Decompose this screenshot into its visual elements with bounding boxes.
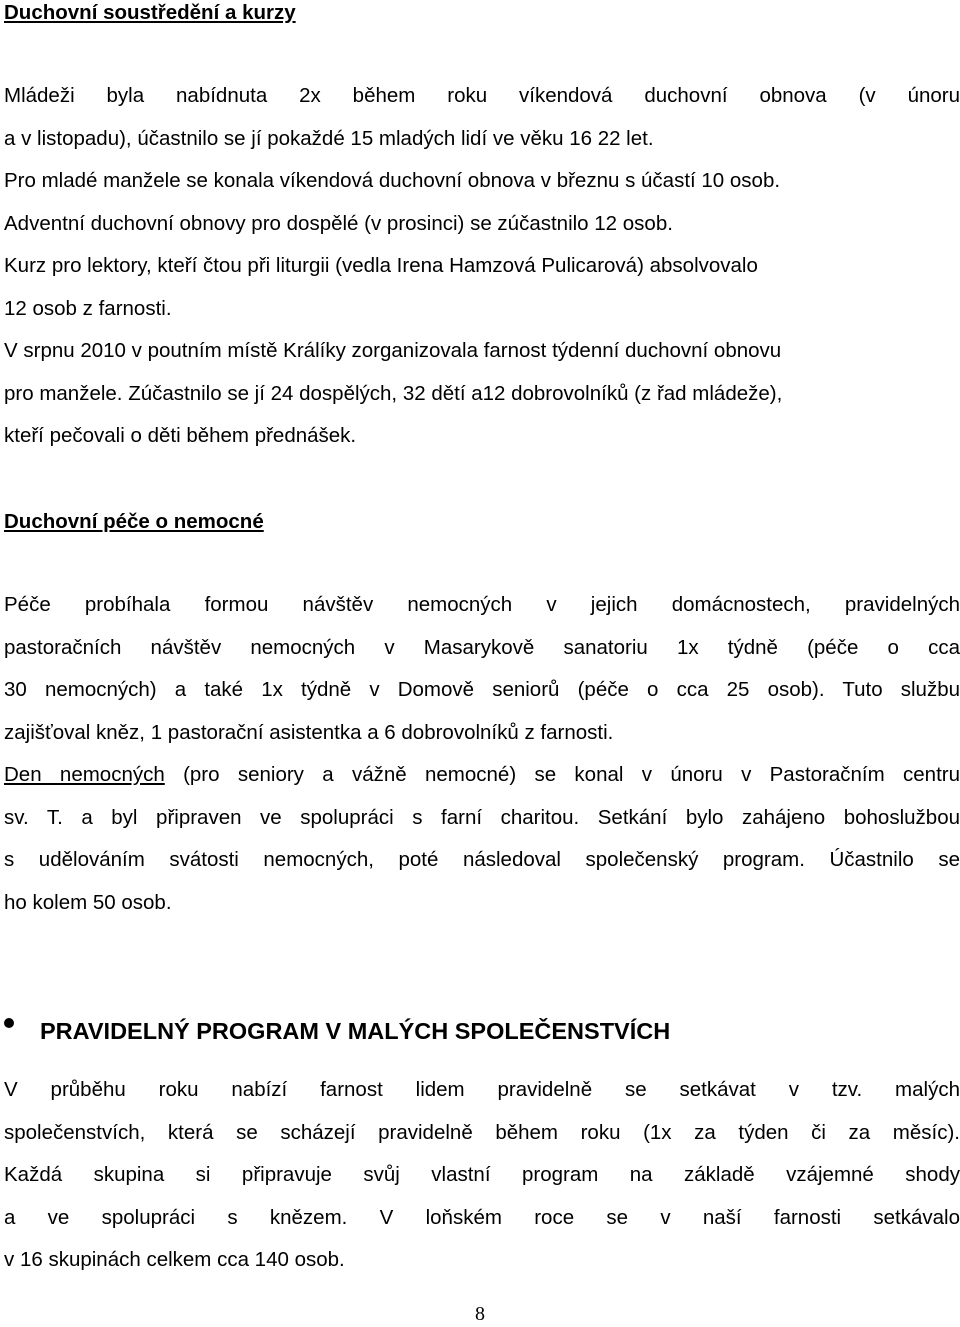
paragraph-line: Pro mladé manžele se konala víkendová duchovní obnova v březnu s účastí 10 osob.	[4, 169, 781, 192]
paragraph-line: s udělováním svátosti nemocných, poté následoval společenský program. Účastnilo se	[4, 848, 960, 871]
paragraph-line	[4, 754, 960, 797]
section-heading-retreats: Duchovní soustředění a kurzy	[4, 1, 296, 24]
paragraph-line: V průběhu roku nabízí farnost lidem pravidelně se setkávat v tzv. malých	[4, 1078, 960, 1101]
paragraph-line: pastoračních návštěv nemocných v Masarykově sanatoriu 1x týdně (péče o cca	[4, 635, 960, 659]
paragraph-line: kteří pečovali o děti během přednášek.	[4, 424, 357, 447]
section-body-sick-care	[4, 584, 960, 924]
paragraph-line: 12 osob z farnosti.	[4, 296, 172, 320]
paragraph-line: 30 nemocných) a také 1x týdně v Domově seniorů (péče o cca 25 osob). Tuto službu	[4, 678, 960, 701]
page-number: 8	[475, 1303, 485, 1325]
paragraph-line: a ve spolupráci s knězem. V loňském roce se v naší farnosti setkávalo	[4, 1205, 960, 1229]
paragraph-line: Kurz pro lektory, kteří čtou při liturgii (vedla Irena Hamzová Pulicarová) absolvovalo	[4, 254, 758, 277]
paragraph-line: a v listopadu), účastnilo se jí pokaždé 15 mladých lidí ve věku 16 22 let.	[4, 126, 654, 150]
paragraph-line: Mládeži byla nabídnuta 2x během roku víkendová duchovní obnova (v únoru	[4, 84, 960, 107]
phrase-rest: (pro seniory a vážně nemocné) se konal v únoru v Pastoračním centru	[164, 763, 960, 786]
section-body-small-communities	[4, 1069, 960, 1282]
paragraph-line: Adventní duchovní obnovy pro dospělé (v prosinci) se zúčastnilo 12 osob.	[4, 211, 673, 235]
paragraph-line: Péče probíhala formou návštěv nemocných v jejich domácnostech, pravidelných	[4, 593, 960, 616]
paragraph-line: V srpnu 2010 v poutním místě Králíky zorganizovala farnost týdenní duchovní obnovu	[4, 339, 782, 362]
paragraph-line: ho kolem 50 osob.	[4, 890, 172, 914]
paragraph-line: pro manžele. Zúčastnilo se jí 24 dospělých, 32 dětí a12 dobrovolníků (z řad mládeže),	[4, 381, 783, 405]
paragraph-line: sv. T. a byl připraven ve spolupráci s farní charitou. Setkání bylo zahájeno bohoslužbou	[4, 805, 960, 829]
underlined-phrase: Den nemocných	[4, 763, 165, 786]
bullet-icon	[4, 1018, 14, 1028]
section-heading-small-communities: PRAVIDELNÝ PROGRAM V MALÝCH SPOLEČENSTVÍCH	[40, 1018, 671, 1044]
paragraph-line: Každá skupina si připravuje svůj vlastní program na základě vzájemné shody	[4, 1163, 960, 1186]
paragraph-line: společenstvích, která se scházejí pravidelně během roku (1x za týden či za měsíc).	[4, 1120, 960, 1144]
section-heading-sick-care: Duchovní péče o nemocné	[4, 510, 264, 533]
paragraph-line: v 16 skupinách celkem cca 140 osob.	[4, 1248, 345, 1271]
paragraph-line: zajišťoval kněz, 1 pastorační asistentka a 6 dobrovolníků z farnosti.	[4, 720, 614, 744]
section-body-retreats	[4, 75, 960, 458]
